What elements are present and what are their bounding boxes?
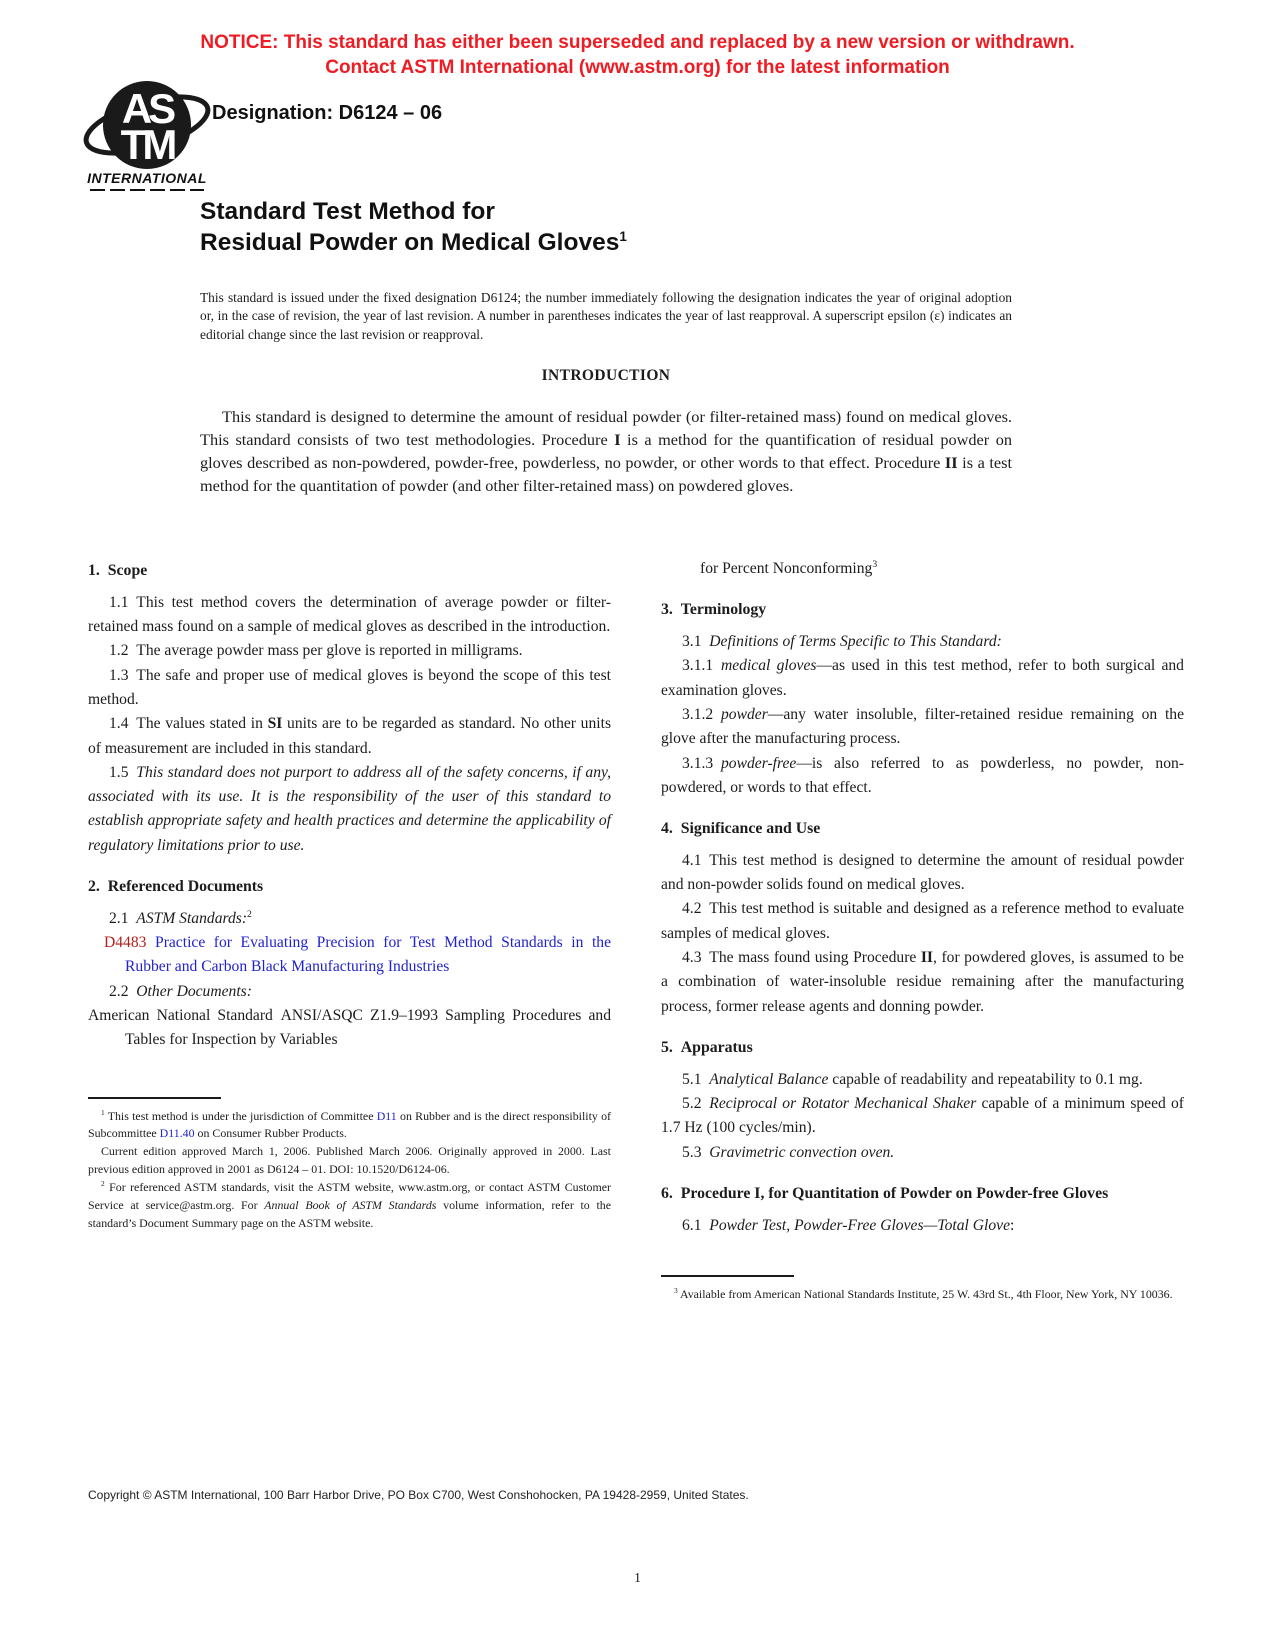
para-3-1-2 — [661, 703, 1184, 752]
text-segment: volume information, refer to the standard’s Document Summary page on the ASTM website. — [88, 1197, 611, 1230]
text-segment: II — [944, 453, 958, 473]
text-segment: 4.3 The mass found using Procedure — [682, 949, 921, 967]
text-segment: powder — [720, 705, 768, 723]
text-segment: —any water insoluble, filter-retained residue remaining on the glove after the manufacturing process. — [661, 705, 1184, 748]
section-4-heading: 4. Significance and Use — [661, 820, 821, 838]
notice-banner — [0, 30, 1275, 80]
text-segment: 1.1 This test method covers the determination of average powder or filter-retained mass found on a sample of medical gloves as described in the introduction. — [88, 593, 611, 635]
text-segment: : — [1010, 1216, 1015, 1234]
referenced-standard-d4483 — [88, 931, 611, 980]
text-segment: on Consumer Rubber Products. — [194, 1126, 347, 1141]
para-5-3 — [661, 1141, 1184, 1165]
designation-text: Designation: D6124 – 06 — [212, 102, 443, 124]
logo-letters-top: AS — [121, 85, 173, 132]
text-segment: 3.1.3 — [682, 754, 721, 772]
text-segment: Powder Test, Powder-Free Gloves—Total Glove — [709, 1216, 1011, 1234]
d4483-title-link[interactable]: Practice for Evaluating Precision for Test Method Standards in the Rubber and Carbon Black Manufacturing Industries — [125, 934, 611, 976]
text-segment: 1.2 The average powder mass per glove is reported in milligrams. — [109, 642, 523, 660]
para-4-2 — [661, 897, 1184, 946]
text-segment: 3 — [674, 1285, 678, 1295]
text-segment: SI — [267, 715, 283, 733]
para-2-2 — [88, 980, 611, 1004]
title-line-2 — [200, 227, 627, 258]
text-segment: 5.1 — [682, 1070, 710, 1088]
copyright-line: Copyright © ASTM International, 100 Barr Harbor Drive, PO Box C700, West Conshohocken, PA 19428-2959, United States. — [88, 1488, 749, 1502]
text-segment: medical gloves — [720, 657, 817, 675]
text-segment: This test method is under the jurisdiction of Committee — [104, 1108, 377, 1123]
footnote-rule-left — [88, 1097, 221, 1099]
introduction-paragraph — [200, 405, 1012, 498]
para-1-5 — [88, 761, 611, 858]
text-segment: capable of a minimum speed of 1.7 Hz (100 cycles/min). — [661, 1094, 1184, 1137]
text-segment: Available from American National Standards Institute, 25 W. 43rd St., 4th Floor, New York, NY 10036. — [677, 1286, 1173, 1301]
text-segment: units are to be regarded as standard. No other units of measurement are included in this standard. — [88, 715, 612, 757]
footnote-3 — [661, 1286, 1184, 1304]
d11-40-link[interactable]: D11.40 — [159, 1126, 195, 1141]
para-4-3 — [661, 946, 1184, 1019]
text-segment: capable of readability and repeatability to 0.1 mg. — [828, 1070, 1143, 1088]
text-segment: 1 — [101, 1107, 105, 1117]
para-1-1 — [88, 591, 611, 640]
text-segment: 2 — [247, 908, 252, 920]
para-1-4 — [88, 712, 611, 761]
referenced-document-ansi — [88, 1004, 611, 1053]
astm-logo-graphic — [82, 76, 216, 194]
right-column — [661, 557, 1184, 1304]
text-segment: Reciprocal or Rotator Mechanical Shaker — [709, 1094, 977, 1112]
text-segment: 2.1 — [109, 909, 137, 927]
text-segment: 4.1 This test method is designed to determine the amount of residual powder and non-powder solids found on medical gloves. — [661, 851, 1184, 894]
page-number: 1 — [634, 1571, 641, 1586]
title-footnote-ref: 1 — [619, 229, 627, 245]
text-segment: 3.1.1 — [682, 657, 721, 675]
title-line-1: Standard Test Method for — [200, 198, 495, 225]
text-segment: Annual Book of ASTM Standards — [264, 1197, 437, 1212]
left-footnote-block — [88, 1097, 611, 1233]
text-segment: American National Standard ANSI/ASQC Z1.9–1993 Sampling Procedures and Tables for Inspection by Variables — [88, 1006, 611, 1049]
para-1-2 — [88, 639, 611, 663]
text-segment: 2 — [101, 1179, 105, 1189]
left-column — [88, 557, 611, 1304]
text-segment: 4.2 This test method is suitable and designed as a reference method to evaluate samples of medical gloves. — [661, 900, 1184, 942]
text-segment: on Rubber and is the direct responsibility of Subcommittee — [88, 1108, 611, 1141]
text-segment: 6.1 — [682, 1216, 710, 1234]
right-footnote-block — [661, 1275, 1184, 1304]
text-segment: —is also referred to as powderless, no powder, non-powdered, or words to that effect. — [661, 754, 1184, 796]
footnote-1 — [88, 1108, 611, 1144]
introduction-heading: INTRODUCTION — [541, 367, 671, 384]
section-3-heading: 3. Terminology — [661, 601, 767, 619]
para-5-1 — [661, 1068, 1184, 1092]
logo-subtitle: INTERNATIONAL — [87, 170, 207, 186]
section-1-heading: 1. Scope — [88, 562, 148, 579]
notice-line-2: Contact ASTM International (www.astm.org) for the latest information — [325, 57, 950, 79]
text-segment: Definitions of Terms Specific to This Standard: — [709, 632, 1002, 650]
para-6-1 — [661, 1214, 1184, 1238]
para-2-2-continuation — [661, 557, 1184, 581]
d4483-link[interactable]: D4483 — [104, 934, 147, 952]
text-segment: for Percent Nonconforming — [700, 560, 873, 577]
issuance-note: This standard is issued under the fixed designation D6124; the number immediately following the designation indicates the year of original adoption or, in the case of revision, the year of last revision. A number in parentheses indicates the year of last reapproval. A superscript epsilon (ε) indicates an editorial change since the last revision or reapproval. — [200, 290, 1012, 342]
text-segment: I — [614, 430, 621, 450]
section-6-heading: 6. Procedure I, for Quantitation of Powder on Powder-free Gloves — [661, 1184, 1109, 1202]
para-2-1 — [88, 907, 611, 931]
text-segment: For referenced ASTM standards, visit the ASTM website, www.astm.org, or contact ASTM Customer Service at service@astm.org. For — [88, 1180, 611, 1212]
text-segment: Other Documents: — [136, 982, 252, 1000]
para-1-3 — [88, 664, 611, 713]
title-line-2-text: Residual Powder on Medical Gloves — [200, 229, 620, 257]
text-segment: 3 — [872, 558, 878, 570]
text-segment: ASTM Standards: — [136, 909, 248, 927]
text-segment: is a test method for the quantitation of powder (and other filter-retained mass) on powdered gloves. — [200, 453, 1013, 496]
text-segment: 3.1.2 — [682, 705, 721, 723]
footnote-1-edition — [88, 1143, 611, 1179]
text-segment: Current edition approved March 1, 2006. Published March 2006. Originally approved in 2000. Last previous edition approved in 2001 as D6124 – 01. DOI: 10.1520/D6124-06. — [88, 1144, 611, 1177]
text-segment: 2.2 — [109, 982, 137, 1000]
text-segment: Analytical Balance — [709, 1070, 829, 1088]
text-segment: 1.4 The values stated in — [109, 715, 268, 733]
text-segment: II — [920, 949, 933, 967]
footnotes-right — [661, 1286, 1184, 1304]
text-segment: —as used in this test method, refer to both surgical and examination gloves. — [661, 657, 1184, 699]
section-5-heading: 5. Apparatus — [661, 1038, 753, 1056]
text-segment: powder-free — [720, 754, 797, 772]
logo-letters-bottom: TM — [120, 121, 174, 168]
text-segment: , for powdered gloves, is assumed to be a combination of water-insoluble residue remaining after the manufacturing process, former release agents and donning powder. — [661, 949, 1184, 1015]
para-3-1 — [661, 630, 1184, 654]
text-segment: 3.1 — [682, 632, 710, 650]
para-3-1-3 — [661, 752, 1184, 801]
text-segment: Gravimetric convection oven. — [709, 1143, 895, 1161]
footnote-2 — [88, 1179, 611, 1233]
text-segment: 5.2 — [682, 1094, 710, 1112]
section-2-heading: 2. Referenced Documents — [88, 878, 264, 896]
para-3-1-1 — [661, 654, 1184, 703]
text-segment: is a method for the quantification of residual powder on gloves described as non-powdered, powder-free, powderless, no powder, or other words to that effect. Procedure — [200, 430, 1012, 473]
d11-link[interactable]: D11 — [376, 1108, 397, 1123]
footnote-rule-right — [661, 1275, 794, 1277]
text-segment: 1.5 — [109, 763, 137, 781]
astm-logo — [82, 76, 216, 199]
text-segment: 1.3 The safe and proper use of medical gloves is beyond the scope of this test method. — [88, 666, 611, 708]
text-segment: 5.3 — [682, 1143, 710, 1161]
footnotes-left — [88, 1108, 611, 1233]
document-title — [200, 196, 627, 259]
text-segment: This standard is designed to determine the amount of residual powder (or filter-retained mass) found on medical gloves. This standard consists of two test methodologies. Procedure — [200, 407, 1012, 450]
text-segment: This standard does not purport to address all of the safety concerns, if any, associated with its use. It is the responsibility of the user of this standard to establish appropriate safety and health practices and determine the applicability of regulatory limitations prior to use. — [88, 763, 611, 854]
para-5-2 — [661, 1092, 1184, 1141]
notice-line-1: NOTICE: This standard has either been superseded and replaced by a new version or withdrawn. — [200, 32, 1075, 53]
para-4-1 — [661, 849, 1184, 898]
body-columns — [88, 557, 1184, 1304]
